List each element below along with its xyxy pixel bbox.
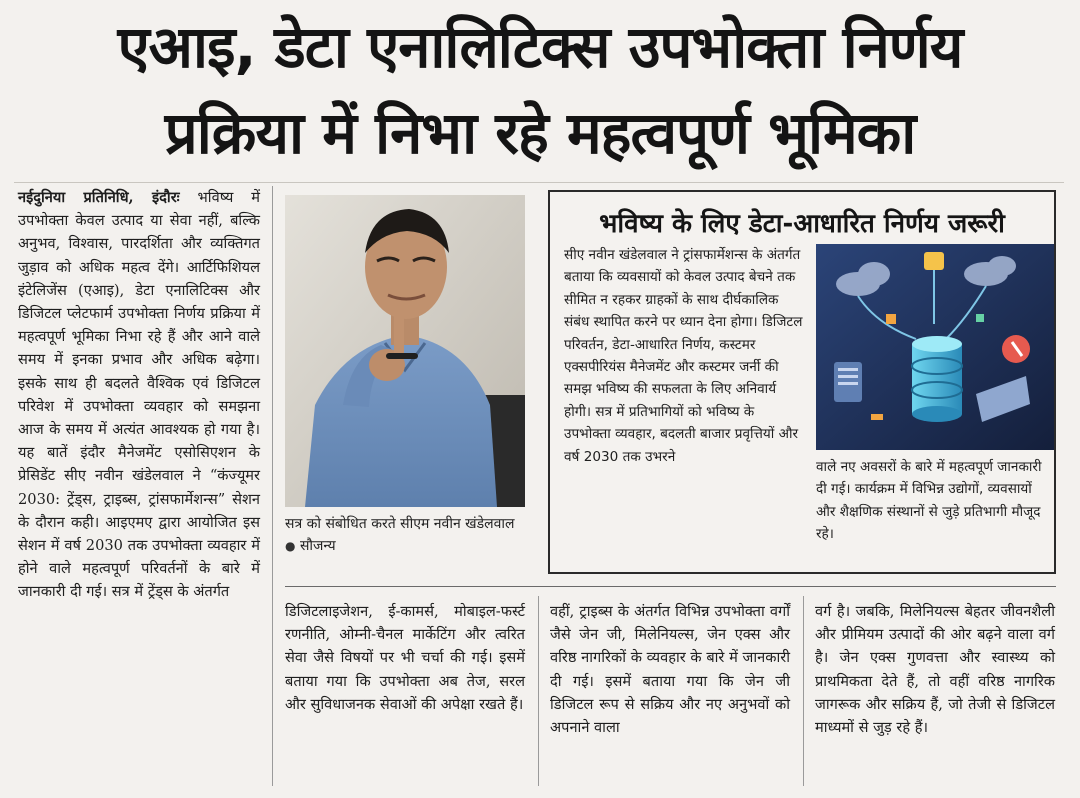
photo-caption-text: सत्र को संबोधित करते सीएम नवीन खंडेलवाल bbox=[285, 516, 515, 532]
headline-line-2: प्रक्रिया में निभा रहे महत्वपूर्ण भूमिका bbox=[164, 99, 916, 167]
speaker-photo-illustration bbox=[285, 195, 525, 507]
headline-line-1: एआइ, डेटा एनालिटिक्स उपभोक्ता निर्णय bbox=[117, 13, 963, 81]
article-column-2: डिजिटलाइजेशन, ई-कामर्स, मोबाइल-फर्स्ट रणनीति, ओम्नी-चैनल मार्केटिंग और त्वरित सेवा जैसे विषयों पर भी चर्चा की गई। इसमें बताया गया कि उपभोक्ता अब तेज, सरल और सुविधाजनक सेवाओं की अपेक्षा रखते हैं। bbox=[285, 603, 525, 713]
column-rule-1 bbox=[272, 186, 273, 786]
photo-caption bbox=[285, 513, 525, 557]
data-illustration-graphic bbox=[816, 244, 1054, 450]
sidebar-column-1: सीए नवीन खंडेलवाल ने ट्रांसफार्मेशन्स के अंतर्गत बताया कि व्यवसायों को केवल उत्पाद बेचने तक सीमित न रहकर ग्राहकों के साथ दीर्घकालिक संबंध स्थापित करने पर ध्यान देना होगा। डिजिटल परिवर्तन, डेटा-आधारित निर्णय, कस्टमर एक्सपीरियंस मैनेजमेंट और कस्टमर जर्नी की समझ भविष्य की सफलता के लिए अनिवार्य होगी। सत्र में प्रतिभागियों को भविष्य के उपभोक्ता व्यवहार, बदलती बाजार प्रवृत्तियों और वर्ष 2030 तक उभरने bbox=[564, 247, 803, 465]
speaker-photo bbox=[285, 195, 525, 507]
photo-credit: सौजन्य bbox=[299, 538, 336, 554]
sidebar-column-2: वाले नए अवसरों के बारे में महत्वपूर्ण जानकारी दी गई। कार्यक्रम में विभिन्न उद्योगों, व्यवसायों और शैक्षणिक संस्थानों से जुड़े प्रतिभागी मौजूद रहे। bbox=[816, 459, 1042, 543]
sidebar-box bbox=[548, 190, 1056, 574]
article-column-1-text: भविष्य में उपभोक्ता केवल उत्पाद या सेवा नहीं, बल्कि अनुभव, विश्वास, पारदर्शिता और व्यक्तिगत जुड़ाव को अधिक महत्व देंगे। आर्टिफिशियल इंटेलिजेंस (एआइ), डेटा एनालिटिक्स और डिजिटल प्लेटफार्म उपभोक्ता निर्णय प्रक्रिया में महत्वपूर्ण भूमिका निभा रहे हैं और आने वाले समय में इनका प्रभाव और अधिक बढ़ेगा। इसके साथ ही बदलते वैश्विक एवं डिजिटल परिवेश में उपभोक्ता व्यवहार को समझना आज के समय में अत्यंत आवश्यक हो गया है। यह बातें इंदौर मैनेजमेंट एसोसिएशन के प्रेसिडेंट सीए नवीन खंडेलवाल ने “कंज्यूमर 2030: ट्रेंड्स, ट्राइब्स, ट्रांसफार्मेशन्स” सेशन के दौरान कही। आइएमए द्वारा आयोजित इस सेशन में वर्ष 2030 तक उपभोक्ता व्यवहार में होने वाले महत्वपूर्ण परिवर्तनों के बारे में जानकारी दी गई। सत्र में ट्रेंड्स के अंतर्गत bbox=[18, 189, 261, 601]
column-rule-2 bbox=[538, 596, 539, 786]
article-column-4: वर्ग है। जबकि, मिलेनियल्स बेहतर जीवनशैली और प्रीमियम उत्पादों की ओर बढ़ने वाला वर्ग है। जेन एक्स गुणवत्ता और स्वास्थ्य को प्राथमिकता देते हैं, तो वहीं वरिष्ठ नागरिक जागरूक और सक्रिय हैं, जो तेजी से डिजिटल माध्यमों से जुड़ रहे हैं। bbox=[815, 603, 1055, 737]
bullet-icon: ● bbox=[285, 539, 296, 553]
column-rule-3 bbox=[803, 596, 804, 786]
headline-divider bbox=[14, 182, 1064, 183]
section-divider bbox=[285, 586, 1056, 587]
byline: नईदुनिया प्रतिनिधि, इंदौरः bbox=[18, 189, 180, 206]
sidebar-title: भविष्य के लिए डेटा-आधारित निर्णय जरूरी bbox=[599, 209, 1005, 239]
data-analytics-illustration bbox=[816, 244, 1054, 450]
article-column-3: वहीं, ट्राइब्स के अंतर्गत विभिन्न उपभोक्ता वर्गों जैसे जेन जी, मिलेनियल्स, जेन एक्स और वरिष्ठ नागरिकों के व्यवहार के बारे में जानकारी दी गई। इसमें बताया गया कि जेन जी डिजिटल रूप से सक्रिय और नए अनुभवों को अपनाने वाला bbox=[550, 603, 790, 737]
article-column-1 bbox=[18, 186, 260, 786]
